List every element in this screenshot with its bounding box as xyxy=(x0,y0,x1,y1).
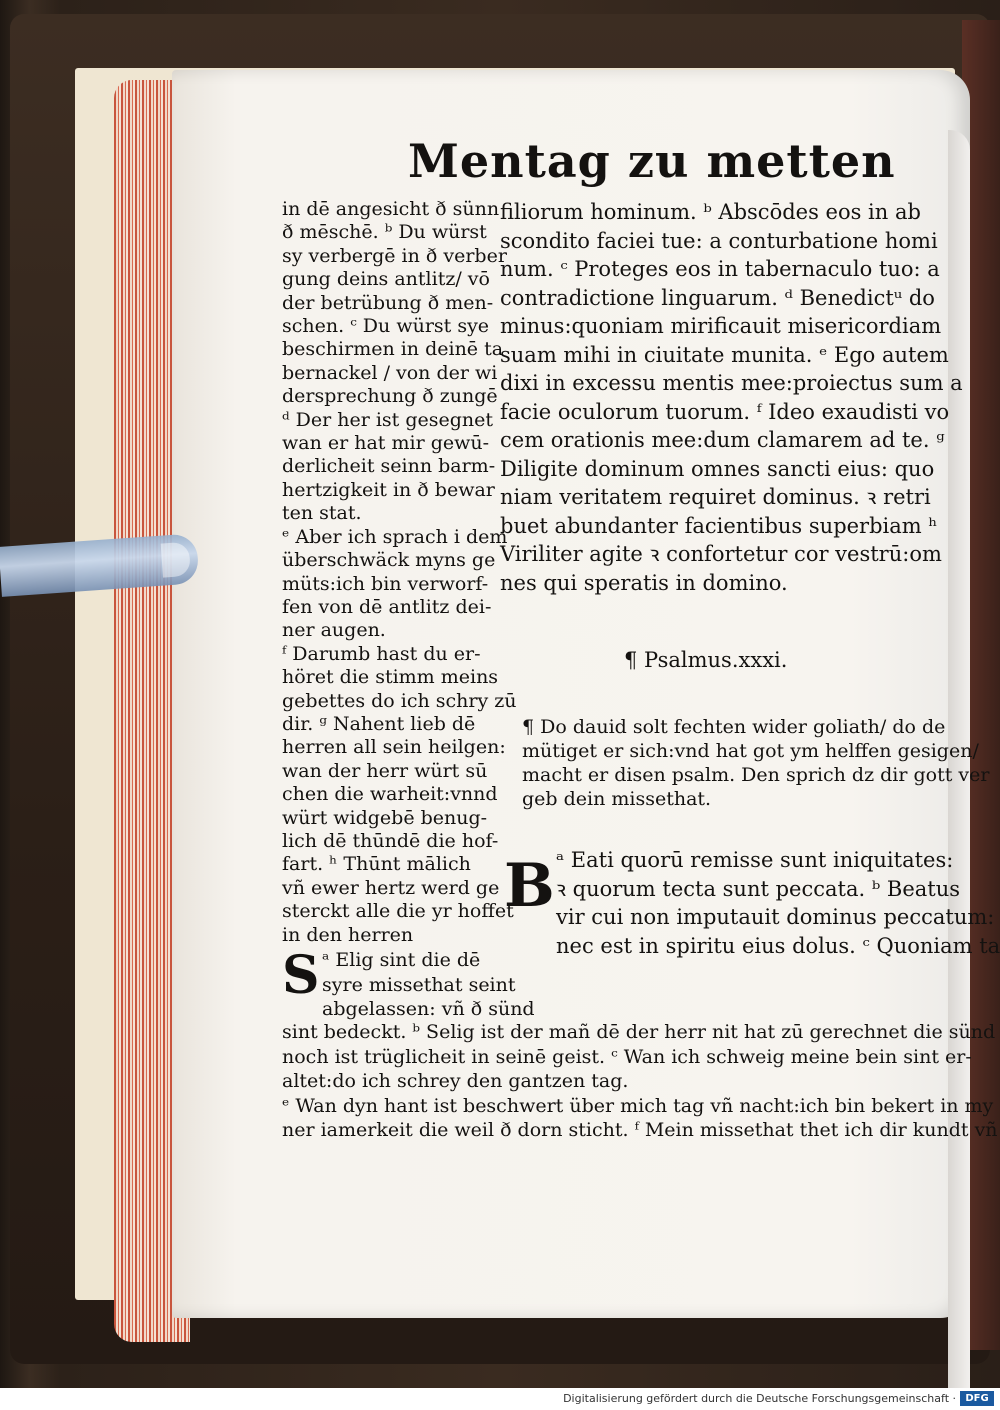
text-line: beschirmen in deinē ta xyxy=(282,338,504,361)
text-line: dir. ᵍ Nahent lieb dē xyxy=(282,712,476,735)
page-title: Mentag zu metten xyxy=(408,134,896,188)
text-line: ᵉ Wan dyn hant ist beschwert über mich tag vñ nacht:ich bin bekert in my xyxy=(282,1094,994,1117)
text-line: ten stat. xyxy=(282,502,362,525)
dfg-logo: DFG xyxy=(960,1391,994,1406)
text-line: gebettes do ich schry zū xyxy=(282,689,517,712)
text-line: dersprechung ð zungē xyxy=(282,385,498,408)
initial-letter-s: S xyxy=(282,945,320,1006)
text-line: vñ ewer hertz werd ge xyxy=(282,876,500,899)
text-line: filiorum hominum. ᵇ Abscōdes eos in ab xyxy=(500,200,921,224)
text-line: minus:quoniam mirificauit misericordiam xyxy=(500,314,942,338)
left-column-german xyxy=(282,198,517,947)
text-line: Diligite dominum omnes sancti eius: quo xyxy=(500,456,935,481)
text-line: ᵃ Elig sint die dē xyxy=(322,949,481,971)
text-line: niam veritatem requiret dominus. ꝛ retri xyxy=(500,485,931,509)
text-line: schen. ᶜ Du würst sye xyxy=(282,315,490,338)
text-line: facie oculorum tuorum. ᶠ Ideo exaudisti vo xyxy=(500,399,950,424)
text-line: nec est in spiritu eius dolus. ᶜ Quoniam ta xyxy=(556,933,1000,958)
text-line: num. ᶜ Proteges eos in tabernaculo tuo: a xyxy=(500,257,940,281)
latin-verses xyxy=(556,846,1000,960)
text-line: in den herren xyxy=(282,923,414,946)
text-line: suam mihi in ciuitate munita. ᵉ Ego autem xyxy=(500,342,949,367)
text-line: überschwäck myns ge xyxy=(282,549,496,572)
initial-letter-b: B xyxy=(504,851,555,921)
text-line: gung deins antlitz/ vō xyxy=(282,268,490,291)
text-line: in dē angesicht ð sünn xyxy=(282,198,500,220)
text-line: Viriliter agite ꝛ confortetur cor vestrū:om xyxy=(500,542,942,566)
psalm-introduction xyxy=(522,715,989,811)
text-line: sint bedeckt. ᵇ Selig ist der mañ dē der herr nit hat zū gerechnet die sünd xyxy=(282,1021,996,1043)
text-line: buet abundanter facientibus superbiam ʰ xyxy=(500,513,938,538)
text-line: sy verbergē in ð verber xyxy=(282,244,507,267)
text-line: nes qui speratis in domino. xyxy=(500,570,788,595)
text-line: herren all sein heilgen: xyxy=(282,736,506,759)
text-line: scondito faciei tue: a conturbatione homi xyxy=(500,228,938,253)
right-column-latin xyxy=(500,198,963,597)
psalm-heading: ¶ Psalmus.xxxi. xyxy=(624,648,788,672)
text-line: syre missethat seint xyxy=(322,973,516,996)
text-line: ner iamerkeit die weil ð dorn sticht. ᶠ Mein missethat thet ich dir kundt vñ xyxy=(282,1119,998,1141)
text-line: ð mēschē. ᵇ Du würst xyxy=(282,221,487,244)
text-line: contradictione linguarum. ᵈ Benedictᵘ do xyxy=(500,285,935,310)
text-line: sterckt alle die yr hoffet xyxy=(282,900,514,923)
text-line: ᶠ Darumb hast du er- xyxy=(282,642,481,665)
text-line: würt widgebē benug- xyxy=(282,806,488,829)
footer-bar xyxy=(0,1388,1000,1410)
text-line: müts:ich bin verworf- xyxy=(282,572,489,595)
german-verses-start xyxy=(322,948,535,1022)
text-line: wan er hat mir gewū- xyxy=(282,432,490,455)
text-line: ᵃ Eati quorū remisse sunt iniquitates: xyxy=(556,848,954,872)
text-line: ᵉ Aber ich sprach i dem xyxy=(282,525,508,548)
text-line: bernackel / von der wi xyxy=(282,361,498,384)
text-line: noch ist trüglicheit in seinē geist. ᶜ Wan ich schweig meine bein sint er- xyxy=(282,1045,972,1068)
text-line: fen von dē antlitz dei- xyxy=(282,595,492,618)
text-line: ꝛ quorum tecta sunt peccata. ᵇ Beatus xyxy=(556,876,961,901)
text-line: mütiget er sich:vnd hat got ym helffen gesigen/ xyxy=(522,740,979,762)
text-line: lich dē thūndē die hof- xyxy=(282,829,499,852)
text-line: altet:do ich schrey den gantzen tag. xyxy=(282,1070,629,1092)
text-line: dixi in excessu mentis mee:proiectus sum a xyxy=(500,371,963,395)
text-line: derlicheit seinn barm- xyxy=(282,455,496,478)
text-line: abgelassen: vñ ð sünd xyxy=(322,998,535,1020)
text-line: der betrübung ð men- xyxy=(282,291,494,314)
text-line: ᵈ Der her ist gesegnet xyxy=(282,408,494,431)
text-line: chen die warheit:vnnd xyxy=(282,783,498,806)
text-line: ner augen. xyxy=(282,619,386,642)
text-line: hertzigkeit in ð bewar xyxy=(282,478,495,501)
german-verses-full-width xyxy=(282,1020,998,1143)
text-line: wan der herr würt sū xyxy=(282,759,488,782)
text-line: geb dein missethat. xyxy=(522,788,712,810)
text-line: cem orationis mee:dum clamarem ad te. ᵍ xyxy=(500,428,945,452)
text-line: höret die stimm meins xyxy=(282,666,499,689)
text-line: fart. ʰ Thūnt mālich xyxy=(282,853,471,876)
text-line: vir cui non imputauit dominus peccatum: xyxy=(556,905,995,929)
funding-credit: Digitalisierung gefördert durch die Deutsche Forschungsgemeinschaft · xyxy=(563,1392,956,1405)
text-line: ¶ Do dauid solt fechten wider goliath/ do de xyxy=(522,716,946,738)
text-line: macht er disen psalm. Den sprich dz dir gott ver xyxy=(522,764,990,786)
